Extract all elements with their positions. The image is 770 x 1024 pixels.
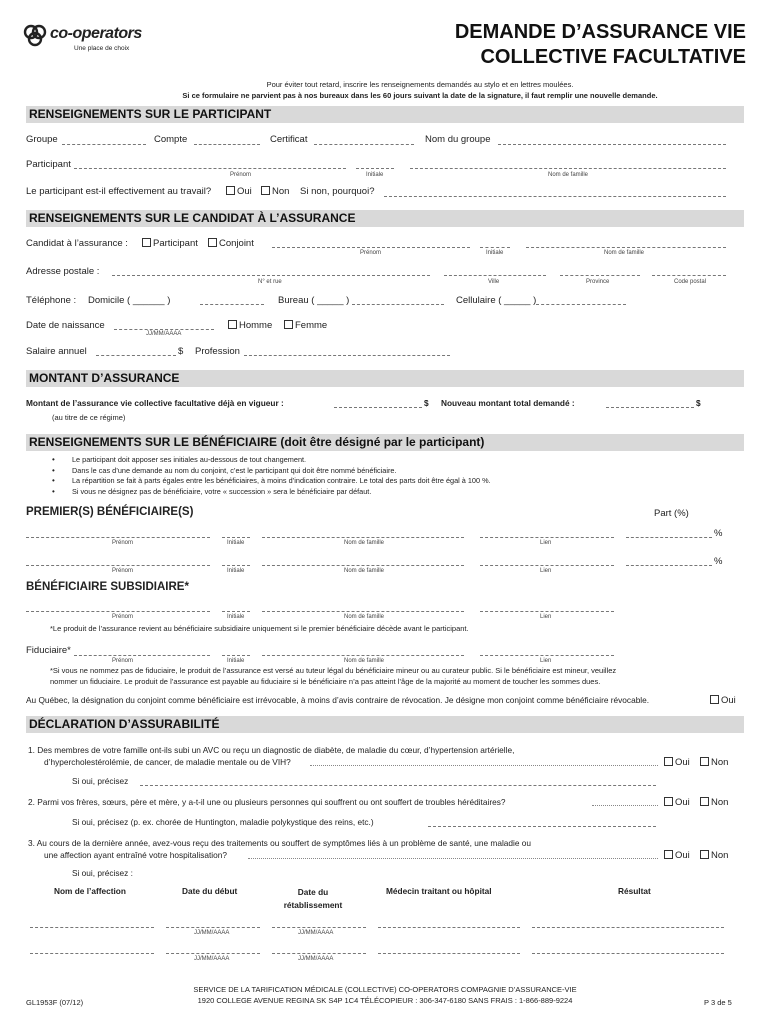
table-row-1-medecin[interactable] <box>378 927 520 928</box>
q3-non-option[interactable]: Non <box>700 850 728 861</box>
col-date-retablissement: Date du rétablissement <box>283 887 343 910</box>
participant-initiale-field[interactable] <box>356 168 394 169</box>
lien-hint: Lien <box>540 568 552 574</box>
q1-non-option[interactable]: Non <box>700 757 728 768</box>
section-declaration: DÉCLARATION D’ASSURABILITÉ <box>26 716 744 733</box>
date-naissance-label: Date de naissance <box>26 320 105 331</box>
compte-field[interactable] <box>194 144 260 145</box>
groupe-field[interactable] <box>62 144 146 145</box>
non-checkbox[interactable] <box>261 186 270 195</box>
montant-vigueur-dollar: $ <box>424 398 429 408</box>
question-3-leader <box>248 858 658 859</box>
homme-checkbox[interactable] <box>228 320 237 329</box>
prenom-hint: Prénom <box>230 172 252 178</box>
q2-precisez-label: Si oui, précisez (p. ex. chorée de Huntington, maladie polykystique des reins, etc.) <box>72 817 374 827</box>
date-format-hint: JJ/MM/AAAA <box>298 930 334 936</box>
question-2-leader <box>592 805 658 806</box>
form-title-line1: DEMANDE D’ASSURANCE VIE <box>454 21 746 43</box>
fiduciaire-nom-field[interactable] <box>262 655 464 656</box>
profession-label: Profession <box>195 346 240 357</box>
prenom-hint: Prénom <box>360 250 382 256</box>
q2-non-option[interactable]: Non <box>700 797 728 808</box>
nom-famille-hint: Nom de famille <box>344 568 385 574</box>
conjoint-checkbox[interactable] <box>208 238 217 247</box>
section-participant: RENSEIGNEMENTS SUR LE PARTICIPANT <box>26 106 744 123</box>
benef2-part-field[interactable] <box>626 565 712 566</box>
prenom-hint: Prénom <box>112 568 134 574</box>
fiduciaire-note: *Si vous ne nommez pas de fiduciaire, le produit de l’assurance est versé au tuteur légal du bénéficiaire mineur ou au curateur public. Si le bénéficiaire est mineur, veuillez nommer un fiduciaire. Le produit de l’assurance est payable au fiduciaire si le bénéficiaire n’a pas atteint l’âge de la majorité au moment de toucher les sommes dues. <box>50 666 617 686</box>
benef2-prenom-field[interactable] <box>26 565 210 566</box>
fiduciaire-label: Fiduciaire* <box>26 645 71 656</box>
section-beneficiaire: RENSEIGNEMENTS SUR LE BÉNÉFICIAIRE (doit être désigné par le participant) <box>26 434 744 451</box>
footer-address: SERVICE DE LA TARIFICATION MÉDICALE (COLLECTIVE) CO-OPERATORS COMPAGNIE D’ASSURANCE-VIE 1920 COLLEGE AVENUE REGINA SK S4P 1C4 TÉLÉCOPIEUR : 306-347-6180 SANS FRAIS : 1-866-889-9224 <box>193 985 577 1005</box>
candidat-nom-field[interactable] <box>526 247 726 248</box>
province-hint: Province <box>586 279 610 285</box>
question-3-cont: une affection ayant entraîné votre hospitalisation? <box>44 850 227 860</box>
telephone-label: Téléphone : <box>26 295 77 306</box>
lien-hint: Lien <box>540 540 552 546</box>
prenom-hint: Prénom <box>112 658 134 664</box>
candidat-conjoint-option[interactable]: Conjoint <box>208 238 254 249</box>
col-resultat: Résultat <box>618 886 651 896</box>
question-1-cont: d’hypercholestérolémie, de cancer, de maladie mentale ou de VIH? <box>44 757 291 767</box>
certificat-field[interactable] <box>314 144 414 145</box>
adresse-label: Adresse postale : <box>26 266 100 277</box>
question-1-leader <box>310 765 658 766</box>
non-checkbox[interactable] <box>700 850 709 859</box>
form-title-line2: COLLECTIVE FACULTATIVE <box>480 46 746 68</box>
nouveau-montant-dollar: $ <box>696 398 701 408</box>
table-row-2-debut[interactable] <box>166 953 260 954</box>
domicile-label: Domicile ( ______ ) <box>88 295 171 306</box>
prenom-hint: Prénom <box>112 540 134 546</box>
date-format-hint: JJ/MM/AAAA <box>194 956 230 962</box>
compte-label: Compte <box>154 134 188 145</box>
date-format-hint: JJ/MM/AAAA <box>298 956 334 962</box>
pourquoi-field[interactable] <box>384 196 726 197</box>
initiale-hint: Initiale <box>366 172 384 178</box>
subsid-lien-field[interactable] <box>480 611 614 612</box>
benef2-percent: % <box>714 556 723 567</box>
pourquoi-label: Si non, pourquoi? <box>300 186 375 197</box>
nom-famille-hint: Nom de famille <box>604 250 645 256</box>
beneficiaire-instructions <box>52 455 732 497</box>
adresse-code-field[interactable] <box>652 275 726 276</box>
benef2-nom-field[interactable] <box>262 565 464 566</box>
q2-oui-option[interactable]: Oui <box>664 797 690 808</box>
initiale-hint: Initiale <box>486 250 504 256</box>
salaire-label: Salaire annuel <box>26 346 87 357</box>
non-checkbox[interactable] <box>700 757 709 766</box>
question-1: 1. Des membres de votre famille ont-ils subi un AVC ou reçu un diagnostic de diabète, de maladie du cœur, d’hypertension artérielle, <box>28 745 515 755</box>
participant-prenom-field[interactable] <box>74 168 346 169</box>
cellulaire-label: Cellulaire ( _____ ) <box>456 295 537 306</box>
quebec-statement: Au Québec, la désignation du conjoint comme bénéficiaire est irrévocable, à moins d’avis contraire de révocation. Je désigne mon conjoint comme bénéficiaire révocable. <box>26 695 650 705</box>
section-candidat: RENSEIGNEMENTS SUR LE CANDIDAT À L’ASSURANCE <box>26 210 744 227</box>
benef1-initiale-field[interactable] <box>222 537 250 538</box>
au-titre-label: (au titre de ce régime) <box>52 413 126 422</box>
form-title <box>326 20 746 70</box>
section-montant: MONTANT D’ASSURANCE <box>26 370 744 387</box>
code-postal-hint: Code postal <box>674 279 707 285</box>
benef1-percent: % <box>714 528 723 539</box>
initiale-hint: Initiale <box>227 540 245 546</box>
table-row-1-retab[interactable] <box>272 927 366 928</box>
logo-tagline: Une place de choix <box>74 45 130 52</box>
nouveau-montant-field[interactable] <box>606 407 694 408</box>
table-row-2-nom[interactable] <box>30 953 154 954</box>
premier-beneficiaire-title: PREMIER(S) BÉNÉFICIAIRE(S) <box>26 506 194 518</box>
prenom-hint: Prénom <box>112 614 134 620</box>
fiduciaire-lien-field[interactable] <box>480 655 614 656</box>
date-format-hint: JJ/MM/AAAA <box>194 930 230 936</box>
nom-groupe-field[interactable] <box>498 144 726 145</box>
benef1-prenom-field[interactable] <box>26 537 210 538</box>
initiale-hint: Initiale <box>227 614 245 620</box>
date-format-hint: JJ/MM/AAAA <box>146 331 182 337</box>
oui-checkbox[interactable] <box>664 797 673 806</box>
travail-question: Le participant est-il effectivement au travail? <box>26 186 212 197</box>
nom-famille-hint: Nom de famille <box>344 614 385 620</box>
initiale-hint: Initiale <box>227 658 245 664</box>
domicile-field[interactable] <box>200 304 264 305</box>
non-checkbox[interactable] <box>700 797 709 806</box>
cellulaire-field[interactable] <box>536 304 626 305</box>
quebec-oui-option[interactable]: Oui <box>710 695 736 706</box>
oui-checkbox[interactable] <box>710 695 719 704</box>
table-row-2-medecin[interactable] <box>378 953 520 954</box>
lien-hint: Lien <box>540 614 552 620</box>
certificat-label: Certificat <box>270 134 308 145</box>
logo-text: co-operators <box>50 25 142 42</box>
adresse-rue-field[interactable] <box>112 275 430 276</box>
nom-famille-hint: Nom de famille <box>548 172 589 178</box>
subsidiaire-title: BÉNÉFICIAIRE SUBSIDIAIRE* <box>26 581 189 593</box>
logo <box>22 22 172 58</box>
nom-groupe-label: Nom du groupe <box>425 134 491 145</box>
candidat-participant-option[interactable]: Participant <box>142 238 198 249</box>
instruction-warning: Si ce formulaire ne parvient pas à nos bureaux dans les 60 jours suivant la date de la signature, il faut remplir une nouvelle demande. <box>182 91 658 100</box>
initiale-hint: Initiale <box>227 568 245 574</box>
nom-famille-hint: Nom de famille <box>344 658 385 664</box>
table-row-2-retab[interactable] <box>272 953 366 954</box>
femme-checkbox[interactable] <box>284 320 293 329</box>
groupe-label: Groupe <box>26 134 58 145</box>
subsid-initiale-field[interactable] <box>222 611 250 612</box>
table-row-2-resultat[interactable] <box>532 953 724 954</box>
q3-precisez-label: Si oui, précisez : <box>72 868 133 878</box>
travail-oui[interactable]: Oui <box>226 186 252 197</box>
nouveau-montant-label: Nouveau montant total demandé : <box>441 398 575 408</box>
page-number: P 3 de 5 <box>704 998 732 1007</box>
benef1-lien-field[interactable] <box>480 537 614 538</box>
adresse-province-field[interactable] <box>560 275 640 276</box>
part-label: Part (%) <box>654 508 689 519</box>
table-row-1-debut[interactable] <box>166 927 260 928</box>
salaire-field[interactable] <box>96 355 176 356</box>
benef2-lien-field[interactable] <box>480 565 614 566</box>
subsidiaire-note: *Le produit de l’assurance revient au bénéficiaire subsidiaire uniquement si le premier bénéficiaire décède avant le participant. <box>50 624 469 633</box>
question-3: 3. Au cours de la dernière année, avez-vous reçu des traitements ou souffert de symptômes liés à un problème de santé, une maladie ou <box>28 838 532 848</box>
q1-precisez-field[interactable] <box>140 785 656 786</box>
question-2: 2. Parmi vos frères, sœurs, père et mère, y a-t-il une ou plusieurs personnes qui souffrent ou ont souffert de troubles héréditaires? <box>28 797 506 807</box>
participant-checkbox[interactable] <box>142 238 151 247</box>
table-row-1-nom[interactable] <box>30 927 154 928</box>
co-operators-logo-icon <box>22 24 48 48</box>
no-rue-hint: N° et rue <box>258 279 282 285</box>
col-nom-affection: Nom de l’affection <box>54 886 126 896</box>
salaire-dollar: $ <box>178 346 184 357</box>
instruction-item: • Si vous ne désignez pas de bénéficiaire, votre « succession » sera le bénéficiaire par défaut. <box>52 487 732 498</box>
fiduciaire-prenom-field[interactable] <box>74 655 210 656</box>
form-code: GL1953F (07/12) <box>26 998 84 1007</box>
oui-checkbox[interactable] <box>664 850 673 859</box>
instruction-text: Pour éviter tout retard, inscrire les renseignements demandés au stylo et en lettres moulées. <box>266 80 574 89</box>
instruction-item: • Dans le cas d’une demande au nom du conjoint, c’est le participant qui doit être nommé bénéficiaire. <box>52 466 732 477</box>
candidat-label: Candidat à l’assurance : <box>26 238 128 249</box>
montant-vigueur-field[interactable] <box>334 407 422 408</box>
ville-hint: Ville <box>488 279 500 285</box>
q1-precisez-label: Si oui, précisez <box>72 776 129 786</box>
fiduciaire-initiale-field[interactable] <box>222 655 250 656</box>
table-row-1-resultat[interactable] <box>532 927 724 928</box>
oui-checkbox[interactable] <box>226 186 235 195</box>
travail-non[interactable]: Non <box>261 186 289 197</box>
bureau-field[interactable] <box>352 304 444 305</box>
q2-precisez-field[interactable] <box>428 826 656 827</box>
benef1-part-field[interactable] <box>626 537 712 538</box>
lien-hint: Lien <box>540 658 552 664</box>
subsid-nom-field[interactable] <box>262 611 464 612</box>
bureau-label: Bureau ( _____ ) <box>278 295 350 306</box>
participant-label: Participant <box>26 159 71 170</box>
q3-oui-option[interactable]: Oui <box>664 850 690 861</box>
nom-famille-hint: Nom de famille <box>344 540 385 546</box>
profession-field[interactable] <box>244 355 450 356</box>
benef1-nom-field[interactable] <box>262 537 464 538</box>
participant-nom-field[interactable] <box>410 168 726 169</box>
adresse-ville-field[interactable] <box>444 275 546 276</box>
date-naissance-field[interactable] <box>114 329 214 330</box>
instruction-item: • La répartition se fait à parts égales entre les bénéficiaires, à moins d’indication contraire. Le total des parts doit être égal à 100 %. <box>52 476 732 487</box>
montant-vigueur-label: Montant de l’assurance vie collective facultative déjà en vigueur : <box>26 398 284 408</box>
candidat-prenom-field[interactable] <box>272 247 470 248</box>
femme-option[interactable]: Femme <box>284 320 327 331</box>
homme-option[interactable]: Homme <box>228 320 272 331</box>
subsid-prenom-field[interactable] <box>26 611 210 612</box>
candidat-initiale-field[interactable] <box>480 247 510 248</box>
col-date-debut: Date du début <box>182 886 238 896</box>
benef2-initiale-field[interactable] <box>222 565 250 566</box>
q1-oui-option[interactable]: Oui <box>664 757 690 768</box>
instruction-item: • Le participant doit apposer ses initiales au-dessous de tout changement. <box>52 455 732 466</box>
col-medecin: Médecin traitant ou hôpital <box>386 886 492 896</box>
oui-checkbox[interactable] <box>664 757 673 766</box>
